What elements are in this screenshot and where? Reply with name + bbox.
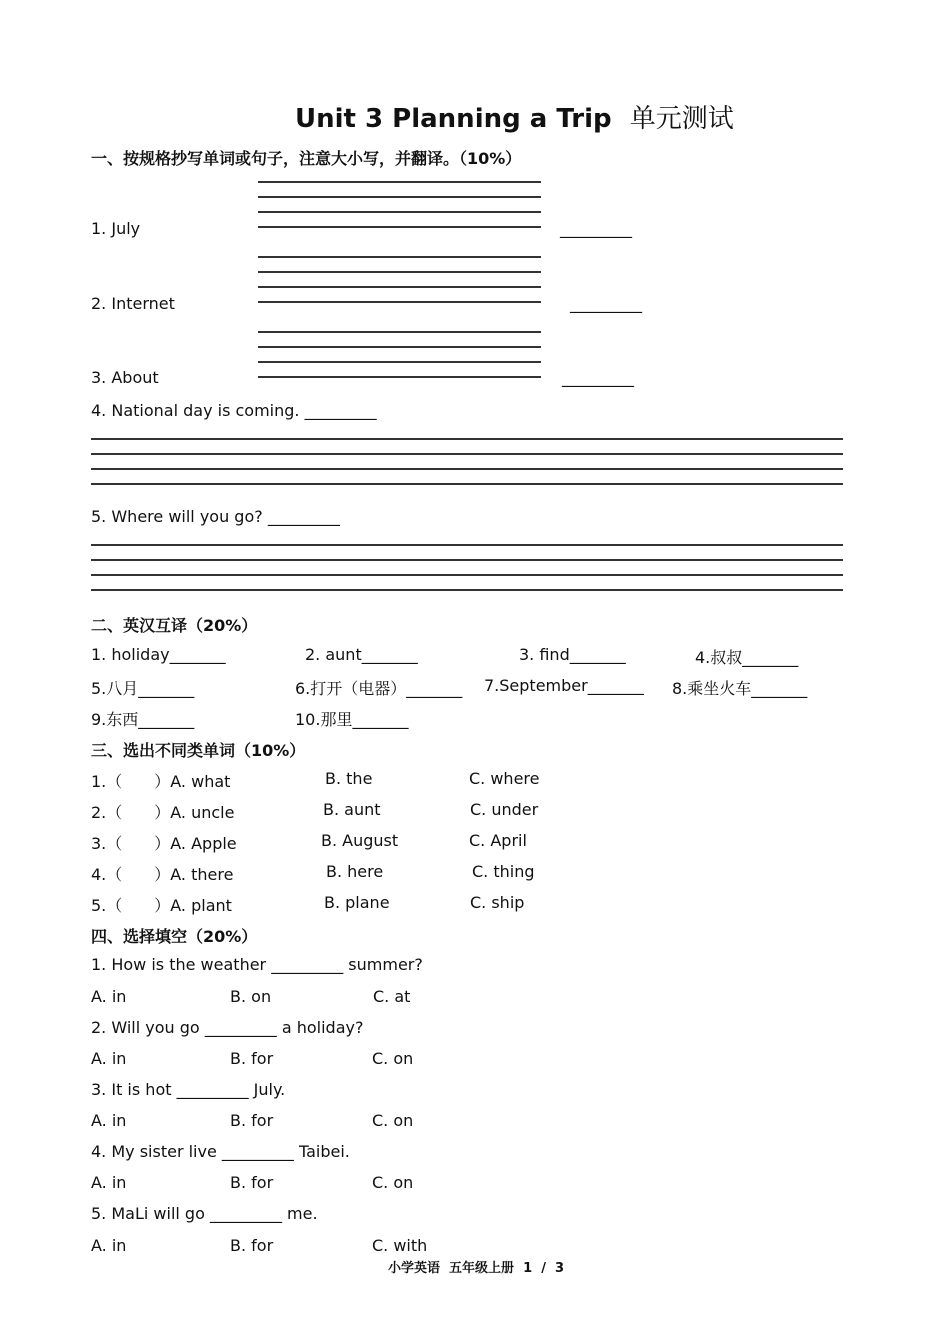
translate-item-10[interactable]: 10.那里_______ — [295, 710, 409, 729]
mc-option-c-5[interactable]: C. with — [372, 1236, 428, 1255]
section2-heading: 二、英汉互译（20%） — [91, 616, 258, 635]
mc-question-5: 5. MaLi will go _________ me. — [91, 1204, 318, 1223]
mc-option-a-1[interactable]: A. in — [91, 987, 127, 1006]
odd-one-c-2: C. under — [470, 800, 539, 819]
section4-heading: 四、选择填空（20%） — [91, 927, 258, 946]
odd-one-row-1[interactable]: 1.（ ）A. what — [91, 772, 231, 791]
section3-heading: 三、选出不同类单词（10%） — [91, 741, 306, 760]
odd-one-c-1: C. where — [469, 769, 540, 788]
mc-question-3: 3. It is hot _________ July. — [91, 1080, 286, 1099]
item-label-5: 5. Where will you go? _________ — [91, 507, 340, 526]
mc-option-a-4[interactable]: A. in — [91, 1173, 127, 1192]
odd-one-b-2: B. aunt — [323, 800, 381, 819]
translation-blank-1[interactable]: _________ — [560, 219, 632, 238]
translate-item-5[interactable]: 5.八月_______ — [91, 679, 195, 698]
translate-item-9[interactable]: 9.东西_______ — [91, 710, 195, 729]
mc-option-a-5[interactable]: A. in — [91, 1236, 127, 1255]
mc-option-c-3[interactable]: C. on — [372, 1111, 414, 1130]
translate-item-4[interactable]: 4.叔叔_______ — [695, 648, 799, 667]
mc-option-a-2[interactable]: A. in — [91, 1049, 127, 1068]
mc-option-b-1[interactable]: B. on — [230, 987, 272, 1006]
translation-blank-2[interactable]: _________ — [570, 294, 642, 313]
mc-option-c-1[interactable]: C. at — [373, 987, 411, 1006]
mc-option-b-5[interactable]: B. for — [230, 1236, 274, 1255]
odd-one-c-4: C. thing — [472, 862, 535, 881]
odd-one-row-3[interactable]: 3.（ ）A. Apple — [91, 834, 237, 853]
mc-option-b-3[interactable]: B. for — [230, 1111, 274, 1130]
item-label-1: 1. July — [91, 219, 141, 238]
odd-one-b-4: B. here — [326, 862, 384, 881]
translate-item-1[interactable]: 1. holiday_______ — [91, 645, 226, 664]
odd-one-b-5: B. plane — [324, 893, 390, 912]
translate-item-8[interactable]: 8.乘坐火车_______ — [672, 679, 808, 698]
item-label-3: 3. About — [91, 368, 159, 387]
mc-question-1: 1. How is the weather _________ summer? — [91, 955, 423, 974]
mc-question-4: 4. My sister live _________ Taibei. — [91, 1142, 350, 1161]
page-title — [295, 98, 734, 135]
odd-one-c-3: C. April — [469, 831, 527, 850]
odd-one-c-5: C. ship — [470, 893, 525, 912]
title-english: Unit 3 Planning a Trip — [295, 104, 612, 134]
mc-option-c-2[interactable]: C. on — [372, 1049, 414, 1068]
translate-item-7[interactable]: 7.September_______ — [484, 676, 644, 695]
translation-blank-3[interactable]: _________ — [562, 368, 634, 387]
mc-option-a-3[interactable]: A. in — [91, 1111, 127, 1130]
odd-one-b-3: B. August — [321, 831, 399, 850]
translate-item-2[interactable]: 2. aunt_______ — [305, 645, 418, 664]
odd-one-row-5[interactable]: 5.（ ）A. plant — [91, 896, 232, 915]
title-chinese: 单元测试 — [629, 104, 734, 134]
odd-one-b-1: B. the — [325, 769, 373, 788]
mc-question-2: 2. Will you go _________ a holiday? — [91, 1018, 364, 1037]
section1-heading: 一、按规格抄写单词或句子，注意大小写，并翻译。（10%） — [91, 149, 522, 168]
odd-one-row-4[interactable]: 4.（ ）A. there — [91, 865, 234, 884]
odd-one-row-2[interactable]: 2.（ ）A. uncle — [91, 803, 235, 822]
item-label-2: 2. Internet — [91, 294, 175, 313]
item-label-4: 4. National day is coming. _________ — [91, 401, 377, 420]
mc-option-b-2[interactable]: B. for — [230, 1049, 274, 1068]
translate-item-6[interactable]: 6.打开（电器）_______ — [295, 679, 463, 698]
page-footer: 小学英语 五年级上册 1 / 3 — [388, 1261, 565, 1276]
mc-option-b-4[interactable]: B. for — [230, 1173, 274, 1192]
mc-option-c-4[interactable]: C. on — [372, 1173, 414, 1192]
translate-item-3[interactable]: 3. find_______ — [519, 645, 626, 664]
